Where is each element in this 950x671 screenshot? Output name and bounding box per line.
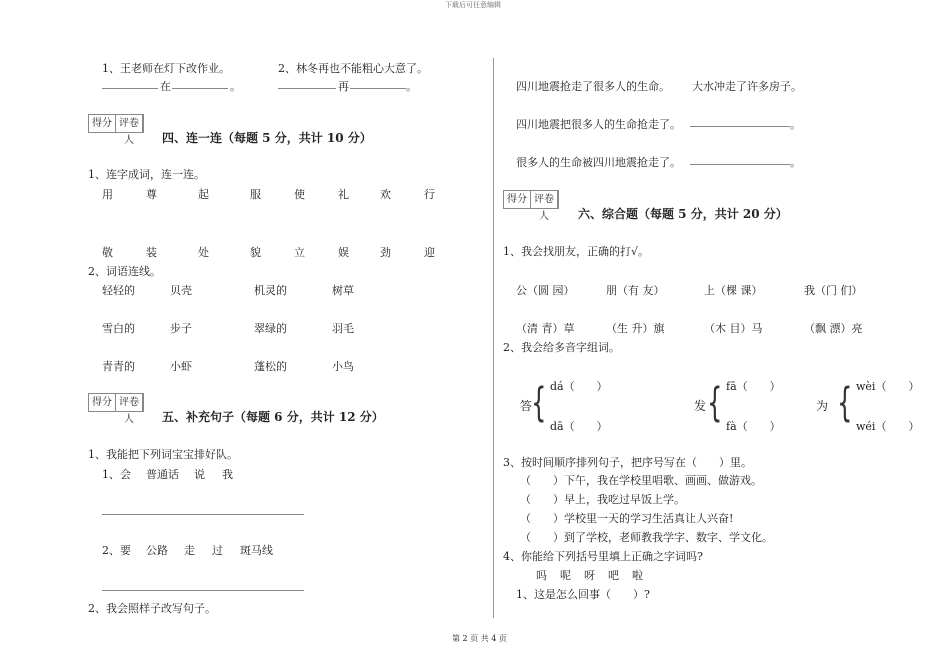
answer-line[interactable] xyxy=(690,164,790,165)
blank-line[interactable] xyxy=(172,88,228,89)
s3-fill-2-mid: 再 xyxy=(338,80,349,93)
word-option: 吧 xyxy=(608,569,619,582)
word-option: 呢 xyxy=(560,569,571,582)
word-token: 我 xyxy=(222,468,233,481)
word-char[interactable]: 用 xyxy=(102,188,113,201)
section-title: 四、连一连（每题 5 分，共计 10 分） xyxy=(162,131,372,145)
question: 2、我会给多音字组词。 xyxy=(503,341,620,354)
word-option: 呀 xyxy=(584,569,595,582)
question: 1、我能把下列词宝宝排好队。 xyxy=(88,448,238,461)
s3-item-1: 1、王老师在灯下改作业。 xyxy=(102,62,230,75)
period: 。 xyxy=(406,80,417,93)
column-divider xyxy=(493,58,494,618)
order-item[interactable]: （ ）下午，我在学校里唱歌、画画、做游戏。 xyxy=(520,474,762,487)
pair-word[interactable]: 机灵的 xyxy=(254,284,287,297)
word-token: 斑马线 xyxy=(240,544,273,557)
order-item[interactable]: （ ）到了学校，老师教我学字、数字、学文化。 xyxy=(520,531,773,544)
pair-word[interactable]: 蓬松的 xyxy=(254,360,287,373)
answer-line[interactable] xyxy=(102,590,304,591)
word-char[interactable]: 尊 xyxy=(146,188,157,201)
word-option: 啦 xyxy=(632,569,643,582)
word-token: 普通话 xyxy=(146,468,179,481)
word-token: 1、会 xyxy=(102,468,131,481)
question: 2、我会照样子改写句子。 xyxy=(88,602,216,615)
score-box xyxy=(503,190,559,222)
order-item[interactable]: （ ）早上，我吃过早饭上学。 xyxy=(520,493,685,506)
pair-word[interactable]: 小鸟 xyxy=(332,360,354,373)
pinyin-blank[interactable]: fà（ ） xyxy=(726,420,781,433)
question: 1、连字成词，连一连。 xyxy=(88,168,205,181)
pair-word[interactable]: 小虾 xyxy=(170,360,192,373)
example-sentence: 大水冲走了许多房子。 xyxy=(692,80,802,93)
page-header: 下载后可任意编辑 xyxy=(445,1,501,9)
pair-word[interactable]: 贝壳 xyxy=(170,284,192,297)
pinyin-blank[interactable]: wèi（ ） xyxy=(856,380,920,393)
question: 3、按时间顺序排列句子，把序号写在（ ）里。 xyxy=(503,456,752,469)
word-char[interactable]: 貌 xyxy=(250,246,261,259)
period: 。 xyxy=(790,118,801,131)
blank-line[interactable] xyxy=(278,88,336,89)
word-char[interactable]: 礼 xyxy=(338,188,349,201)
word-char[interactable]: 起 xyxy=(198,188,209,201)
brace-icon: { xyxy=(531,380,547,426)
blank-line[interactable] xyxy=(102,88,158,89)
question: 2、词语连线。 xyxy=(88,265,161,278)
choice-item[interactable]: （飘 漂）亮 xyxy=(804,322,863,335)
fill-item[interactable]: 1、这是怎么回事（ ）? xyxy=(516,588,650,601)
choice-item[interactable]: 公（圆 园） xyxy=(516,284,575,297)
grader-label: 评卷人 xyxy=(531,191,558,208)
word-char[interactable]: 娱 xyxy=(338,246,349,259)
word-char[interactable]: 劲 xyxy=(380,246,391,259)
poly-char: 为 xyxy=(816,399,829,413)
choice-item[interactable]: 我（门 们） xyxy=(804,284,863,297)
pair-word[interactable]: 羽毛 xyxy=(332,322,354,335)
grader-label: 评卷人 xyxy=(116,115,143,132)
pinyin-blank[interactable]: fā（ ） xyxy=(726,380,781,393)
pinyin-blank[interactable]: wéi（ ） xyxy=(856,420,920,433)
answer-line[interactable] xyxy=(102,514,304,515)
choice-item[interactable]: （生 升）旗 xyxy=(606,322,665,335)
example-sentence: 很多人的生命被四川地震抢走了。 xyxy=(516,156,681,169)
page-footer: 第 2 页 共 4 页 xyxy=(452,634,507,643)
pinyin-blank[interactable]: dá（ ） xyxy=(550,380,608,393)
word-char[interactable]: 迎 xyxy=(424,246,435,259)
poly-char: 发 xyxy=(694,399,707,413)
answer-line[interactable] xyxy=(690,126,790,127)
example-sentence: 四川地震把很多人的生命抢走了。 xyxy=(516,118,681,131)
s3-fill-1-mid: 在 xyxy=(160,80,171,93)
word-token: 公路 xyxy=(146,544,168,557)
word-char[interactable]: 装 xyxy=(146,246,157,259)
choice-item[interactable]: 朋（有 友） xyxy=(606,284,665,297)
question: 1、我会找朋友，正确的打√。 xyxy=(503,245,650,258)
word-char[interactable]: 行 xyxy=(424,188,435,201)
blank-line[interactable] xyxy=(350,88,406,89)
word-option: 吗 xyxy=(536,569,547,582)
word-char[interactable]: 欢 xyxy=(380,188,391,201)
choice-item[interactable]: （木 目）马 xyxy=(704,322,763,335)
word-char[interactable]: 立 xyxy=(294,246,305,259)
pinyin-blank[interactable]: dā（ ） xyxy=(550,420,608,433)
score-box xyxy=(88,114,144,146)
word-token: 过 xyxy=(212,544,223,557)
period: 。 xyxy=(790,156,801,169)
choice-item[interactable]: （清 青）草 xyxy=(516,322,575,335)
section-title: 五、补充句子（每题 6 分，共计 12 分） xyxy=(162,410,384,424)
word-char[interactable]: 使 xyxy=(294,188,305,201)
choice-item[interactable]: 上（棵 课） xyxy=(704,284,763,297)
example-sentence: 四川地震抢走了很多人的生命。 xyxy=(516,80,670,93)
poly-char: 答 xyxy=(520,399,533,413)
grader-label: 评卷人 xyxy=(116,394,143,411)
pair-word[interactable]: 步子 xyxy=(170,322,192,335)
score-label: 得分 xyxy=(89,394,116,411)
pair-word[interactable]: 轻轻的 xyxy=(102,284,135,297)
word-token: 走 xyxy=(184,544,195,557)
pair-word[interactable]: 翠绿的 xyxy=(254,322,287,335)
s3-item-2: 2、林冬再也不能粗心大意了。 xyxy=(278,62,428,75)
word-token: 说 xyxy=(194,468,205,481)
period: 。 xyxy=(230,80,241,93)
pair-word[interactable]: 树草 xyxy=(332,284,354,297)
word-char[interactable]: 服 xyxy=(250,188,261,201)
question: 4、你能给下列括号里填上正确之字词吗? xyxy=(503,550,703,563)
section-title: 六、综合题（每题 5 分，共计 20 分） xyxy=(578,207,788,221)
pair-word[interactable]: 雪白的 xyxy=(102,322,135,335)
pair-word[interactable]: 青青的 xyxy=(102,360,135,373)
word-char[interactable]: 处 xyxy=(198,246,209,259)
score-box xyxy=(88,393,144,425)
word-char[interactable]: 敬 xyxy=(102,246,113,259)
brace-icon: { xyxy=(707,380,723,426)
score-label: 得分 xyxy=(504,191,531,208)
order-item[interactable]: （ ）学校里一天的学习生活真让人兴奋! xyxy=(520,512,734,525)
word-token: 2、要 xyxy=(102,544,131,557)
score-label: 得分 xyxy=(89,115,116,132)
brace-icon: { xyxy=(837,380,853,426)
